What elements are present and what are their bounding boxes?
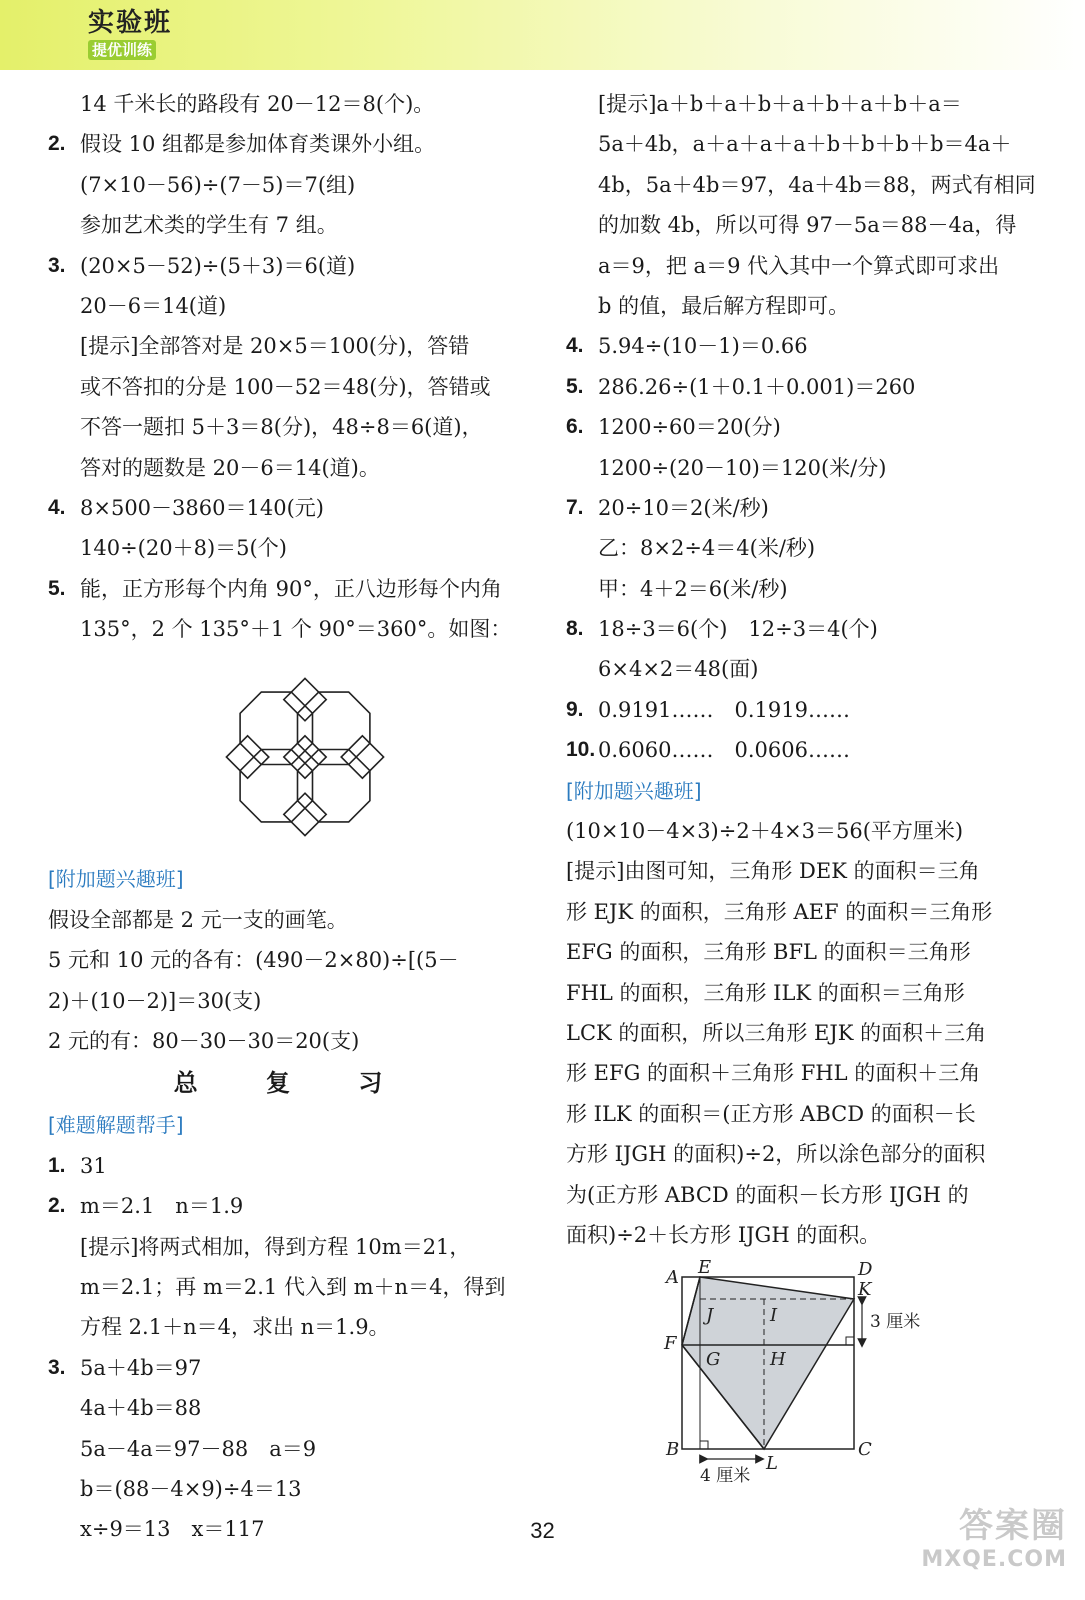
- answer-text: 6×4×2＝48(面): [598, 657, 759, 682]
- answer-text: 31: [80, 1153, 107, 1178]
- answer-line: [566, 1134, 1066, 1174]
- answer-text: 5a＋4b＝97: [80, 1355, 202, 1380]
- left-answers-part3: [48, 1105, 538, 1549]
- answer-line: [48, 165, 538, 205]
- answer-text: 140÷(20＋8)＝5(个): [80, 536, 287, 561]
- dimension-height-label: 3 厘米: [870, 1312, 921, 1333]
- left-column: [48, 84, 538, 1550]
- answer-line: [566, 326, 1066, 366]
- answer-text: 2 元的有：80－30－30＝20(支): [48, 1029, 360, 1054]
- label-c: C: [858, 1439, 872, 1461]
- answer-text: 5 元和 10 元的各有：(490－2×80)÷[(5－: [48, 948, 459, 973]
- answer-line: [566, 690, 1066, 730]
- question-number: 4.: [48, 495, 66, 519]
- answer-line: [48, 1267, 538, 1307]
- answer-text: b＝(88－4×9)÷4＝13: [80, 1476, 302, 1501]
- geometry-svg: [566, 1255, 1066, 1495]
- octagon: [298, 750, 370, 822]
- answer-text: 形 EFG 的面积＋三角形 FHL 的面积＋三角: [566, 1061, 981, 1086]
- octagon: [298, 693, 370, 765]
- answer-text: 20÷10＝2(米/秒): [598, 495, 769, 520]
- answer-line: [48, 1388, 538, 1428]
- label-h: H: [770, 1349, 786, 1371]
- section-label: [566, 771, 1066, 811]
- answer-line: [48, 528, 538, 568]
- answer-line: [566, 1013, 1066, 1053]
- answer-line: [566, 367, 1066, 407]
- answer-text: (10×10－4×3)÷2＋4×3＝56(平方厘米): [566, 819, 964, 844]
- section-label: [48, 1105, 538, 1145]
- question-number: 1.: [48, 1153, 66, 1177]
- brand-title: 实验班: [88, 8, 173, 38]
- label-l: L: [766, 1453, 778, 1475]
- answer-line: [566, 1053, 1066, 1093]
- answer-text: 方形 IJGH 的面积)÷2，所以涂色部分的面积: [566, 1142, 986, 1167]
- answer-text: 答对的题数是 20－6＝14(道)。: [80, 455, 380, 480]
- watermark-url: MXQE.COM: [921, 1547, 1067, 1572]
- answer-text: a＝9，把 a＝9 代入其中一个算式即可求出: [598, 253, 1000, 278]
- square-diamond: [284, 794, 326, 836]
- left-answers-part1: [48, 84, 538, 649]
- answer-line: [48, 1227, 538, 1267]
- answer-text: 135°，2 个 135°＋1 个 90°＝360°。如图：: [80, 617, 512, 642]
- question-number: 10.: [566, 738, 596, 762]
- answer-text: [附加题兴趣班]: [566, 778, 702, 803]
- question-number: 3.: [48, 1355, 66, 1379]
- answer-line: [566, 1175, 1066, 1215]
- octagon: [240, 693, 312, 765]
- question-number: 5.: [566, 374, 584, 398]
- answer-line: [48, 1146, 538, 1186]
- answer-text: 假设 10 组都是参加体育类课外小组。: [80, 132, 436, 157]
- answer-line: [48, 981, 538, 1021]
- answer-text: 18÷3＝6(个) 12÷3＝4(个): [598, 617, 878, 642]
- label-g: G: [706, 1349, 721, 1371]
- label-e: E: [698, 1257, 712, 1279]
- answer-line: [566, 730, 1066, 770]
- answer-text: 14 千米长的路段有 20－12＝8(个)。: [80, 92, 435, 116]
- answer-line: [566, 892, 1066, 932]
- square-diamond: [284, 736, 326, 778]
- answer-line: [48, 448, 538, 488]
- answer-text: (7×10－56)÷(7－5)＝7(组): [80, 172, 356, 197]
- label-f: F: [664, 1333, 677, 1355]
- review-heading: 总 复 习: [173, 1069, 413, 1098]
- answer-line: [566, 246, 1066, 286]
- answer-text: 2)＋(10－2)]＝30(支): [48, 988, 262, 1013]
- answer-text: 0.6060…… 0.0606……: [598, 738, 850, 763]
- answer-text: 形 ILK 的面积＝(正方形 ABCD 的面积－长: [566, 1101, 976, 1126]
- answer-line: [48, 1429, 538, 1469]
- answer-line: [566, 407, 1066, 447]
- answer-text: x÷9＝13 x＝117: [80, 1517, 265, 1542]
- answer-text: [提示]全部答对是 20×5＝100(分)，答错: [80, 334, 470, 359]
- answer-line: [566, 124, 1066, 164]
- answer-text: 假设全部都是 2 元一支的画笔。: [48, 907, 348, 932]
- answer-text: 0.9191…… 0.1919……: [598, 697, 850, 722]
- right-angle-mark: [846, 1337, 854, 1345]
- answer-line: [48, 84, 538, 124]
- answer-line: [566, 1094, 1066, 1134]
- answer-line: [48, 407, 538, 447]
- answer-text: (20×5－52)÷(5＋3)＝6(道): [80, 253, 356, 278]
- answer-line: [48, 286, 538, 326]
- answer-line: [48, 488, 538, 528]
- answer-text: LCK 的面积，所以三角形 EJK 的面积＋三角: [566, 1020, 987, 1045]
- answer-text: 5a＋4b，a＋a＋a＋a＋b＋b＋b＋b＝4a＋: [598, 132, 1012, 157]
- answer-text: 8×500－3860＝140(元): [80, 495, 324, 520]
- answer-text: 的加数 4b，所以可得 97－5a＝88－4a，得: [598, 213, 1017, 238]
- answer-line: [566, 1215, 1066, 1255]
- answer-line: [566, 165, 1066, 205]
- answer-text: 4b，5a＋4b＝97，4a＋4b＝88，两式有相同: [598, 172, 1036, 197]
- answer-text: 1200÷(20－10)＝120(米/分): [598, 455, 887, 480]
- answer-line: [48, 246, 538, 286]
- answer-line: [48, 367, 538, 407]
- answer-line: [48, 1186, 538, 1226]
- label-j: J: [706, 1305, 714, 1327]
- answer-line: [566, 488, 1066, 528]
- answer-text: 286.26÷(1＋0.1＋0.001)＝260: [598, 374, 916, 399]
- label-b: B: [666, 1439, 680, 1461]
- answer-text: 4a＋4b＝88: [80, 1396, 202, 1421]
- answer-text: [提示]将两式相加，得到方程 10m＝21，: [80, 1234, 471, 1259]
- label-d: D: [858, 1259, 873, 1281]
- page-number: 32: [530, 1518, 555, 1543]
- answer-line: [48, 1307, 538, 1347]
- answer-line: [566, 811, 1066, 851]
- right-column: [566, 84, 1066, 1495]
- answer-text: 面积)÷2＋长方形 IJGH 的面积。: [566, 1222, 881, 1247]
- watermark: [867, 1498, 1067, 1572]
- section-label: [48, 859, 538, 899]
- tiling-svg: [48, 649, 538, 859]
- answer-line: [566, 609, 1066, 649]
- answer-text: b 的值，最后解方程即可。: [598, 293, 850, 318]
- answer-line: [566, 205, 1066, 245]
- answer-text: m＝2.1；再 m＝2.1 代入到 m＋n＝4，得到: [80, 1274, 506, 1299]
- answer-line: [48, 900, 538, 940]
- answer-line: [48, 124, 538, 164]
- answer-text: [附加题兴趣班]: [48, 867, 184, 892]
- octagon: [240, 750, 312, 822]
- question-number: 6.: [566, 415, 584, 439]
- answer-text: 5.94÷(10－1)＝0.66: [598, 334, 808, 359]
- answer-text: 方程 2.1＋n＝4，求出 n＝1.9。: [80, 1315, 390, 1340]
- answer-line: [48, 326, 538, 366]
- answer-line: [48, 1348, 538, 1388]
- label-i: I: [770, 1305, 778, 1327]
- answer-line: [48, 569, 538, 609]
- question-number: 5.: [48, 576, 66, 600]
- left-answers-part2: [48, 859, 538, 1061]
- answer-line: [48, 1021, 538, 1061]
- answer-line: [566, 84, 1066, 124]
- question-number: 9.: [566, 697, 584, 721]
- question-number: 3.: [48, 253, 66, 277]
- right-angle-mark: [700, 1441, 708, 1449]
- brand-logo: [88, 8, 208, 60]
- question-number: 2.: [48, 132, 66, 156]
- answer-text: EFG 的面积，三角形 BFL 的面积＝三角形: [566, 940, 971, 965]
- answer-line: [566, 528, 1066, 568]
- dimension-width-label: 4 厘米: [700, 1466, 751, 1487]
- question-number: 7.: [566, 495, 584, 519]
- answer-text: 5a－4a＝97－88 a＝9: [80, 1436, 317, 1461]
- answer-text: 不答一题扣 5＋3＝8(分)，48÷8＝6(道)，: [80, 415, 483, 440]
- square-diamond: [284, 679, 326, 721]
- header-banner: [0, 0, 1085, 70]
- answer-line: [566, 286, 1066, 326]
- answer-text: 甲：4＋2＝6(米/秒): [598, 576, 788, 601]
- brand-subtitle: 提优训练: [88, 40, 156, 60]
- question-number: 2.: [48, 1194, 66, 1218]
- answer-text: 形 EJK 的面积，三角形 AEF 的面积＝三角形: [566, 899, 993, 924]
- label-a: A: [666, 1267, 679, 1289]
- geometry-square-figure: [566, 1255, 1066, 1495]
- answer-text: [提示]a＋b＋a＋b＋a＋b＋a＋b＋a＝: [598, 92, 962, 116]
- watermark-main: 答案圈: [959, 1506, 1067, 1546]
- answer-text: 或不答扣的分是 100－52＝48(分)，答错或: [80, 374, 491, 399]
- answer-line: [566, 851, 1066, 891]
- answer-text: m＝2.1 n＝1.9: [80, 1194, 244, 1219]
- answer-text: 20－6＝14(道): [80, 293, 227, 318]
- answer-text: 乙：8×2÷4＝4(米/秒): [598, 536, 816, 561]
- answer-text: [提示]由图可知，三角形 DEK 的面积＝三角: [566, 859, 980, 884]
- answer-line: [48, 609, 538, 649]
- answer-line: [48, 940, 538, 980]
- answer-text: 参加艺术类的学生有 7 组。: [80, 213, 338, 238]
- octagon-square-tiling-figure: [48, 649, 538, 859]
- answer-text: 能，正方形每个内角 90°，正八边形每个内角: [80, 576, 502, 601]
- answer-line: [566, 569, 1066, 609]
- answer-text: [难题解题帮手]: [48, 1113, 184, 1138]
- answer-line: [48, 1469, 538, 1509]
- question-number: 4.: [566, 334, 584, 358]
- answer-line: [566, 649, 1066, 689]
- answer-text: 1200÷60＝20(分): [598, 415, 781, 440]
- answer-line: [48, 205, 538, 245]
- square-diamond: [226, 736, 268, 778]
- label-k: K: [858, 1279, 872, 1301]
- answer-line: [566, 932, 1066, 972]
- question-number: 8.: [566, 617, 584, 641]
- answer-text: FHL 的面积，三角形 ILK 的面积＝三角形: [566, 980, 965, 1005]
- square-diamond: [341, 736, 383, 778]
- answer-line: [566, 448, 1066, 488]
- answer-line: [566, 973, 1066, 1013]
- answer-text: 为(正方形 ABCD 的面积－长方形 IJGH 的: [566, 1182, 969, 1207]
- right-answers: [566, 84, 1066, 1255]
